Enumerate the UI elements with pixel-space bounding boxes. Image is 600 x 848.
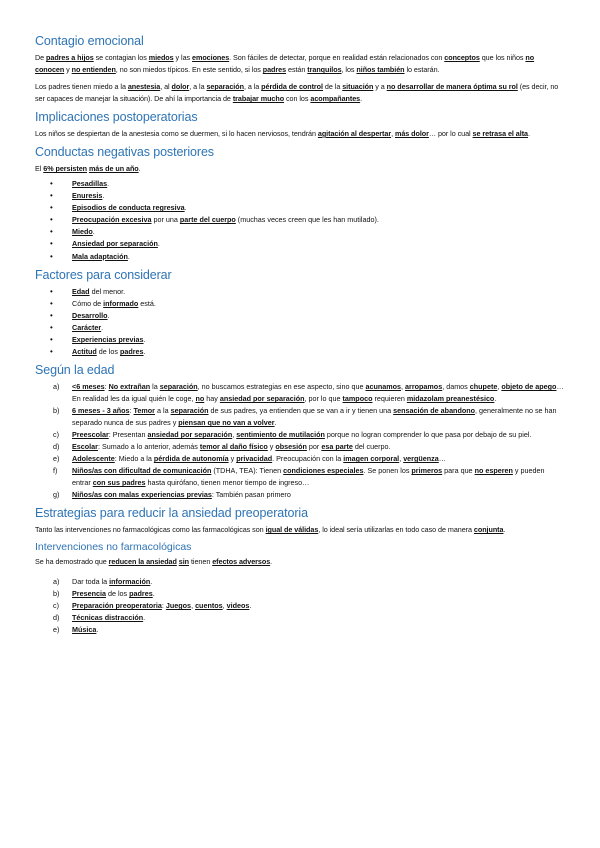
list-item	[35, 429, 565, 441]
text-run: Los padres tienen miedo a la	[35, 82, 128, 91]
text-run: .	[127, 251, 130, 261]
text-run: : Sumado a lo anterior, además	[97, 442, 200, 452]
document-page	[35, 34, 565, 641]
text-run: hasta quirófano, tienen menor tiempo de ingreso…	[145, 478, 310, 488]
text-run: ,	[399, 454, 404, 464]
text-run: Tanto las intervenciones no farmacológicas como las farmacológicas son	[35, 525, 266, 535]
emphasis-text: Presencia	[72, 589, 106, 599]
emphasis-text: piensan que no van a volver	[178, 418, 275, 428]
list-item	[35, 310, 565, 322]
list-item	[35, 251, 565, 263]
text-run: , a la	[189, 82, 207, 91]
paragraph	[35, 81, 565, 105]
section-contagio-emocional	[35, 34, 565, 105]
text-run: .	[274, 418, 277, 428]
emphasis-text: trabajar mucho	[232, 94, 285, 103]
emphasis-text: situación	[342, 82, 374, 91]
text-run: , al	[160, 82, 172, 91]
emphasis-text: 6 meses - 3 años	[72, 406, 130, 416]
emphasis-text: agitación al despertar	[317, 129, 392, 138]
text-run: .	[101, 322, 104, 332]
text-run: .	[270, 557, 273, 567]
emphasis-text: imagen corporal	[343, 454, 400, 464]
emphasis-text: no entienden	[71, 65, 116, 74]
list-item	[35, 238, 565, 250]
text-run: , no son miedos típicos. En este sentido, si los	[115, 65, 263, 74]
emphasis-text: Desarrollo	[72, 310, 108, 320]
list-marker: f)	[53, 466, 58, 476]
emphasis-text: chupete	[469, 382, 498, 392]
emphasis-text: Episodios de conducta regresiva	[72, 203, 185, 213]
text-run: lo estarán.	[404, 65, 440, 74]
list-item	[35, 202, 565, 214]
emphasis-text: ansiedad por separación	[219, 394, 305, 404]
heading-conductas-negativas: Conductas negativas posteriores	[35, 145, 214, 159]
text-run: por una	[151, 215, 180, 225]
text-run: porque no logran comprender lo que pasa por debajo de su piel.	[324, 430, 532, 440]
emphasis-text: se retrasa el alta	[472, 129, 528, 138]
text-run: está.	[138, 298, 156, 308]
emphasis-text: padres	[129, 589, 153, 599]
emphasis-text: conceptos	[444, 53, 480, 62]
list-marker: e)	[53, 454, 60, 464]
list-item	[35, 334, 565, 346]
text-run: que los niños	[479, 53, 526, 62]
list-item	[35, 286, 565, 298]
emphasis-text: Escolar	[72, 442, 98, 452]
text-run: .	[528, 129, 530, 138]
text-run: de los	[96, 347, 120, 357]
emphasis-text: niños también	[356, 65, 405, 74]
text-run: : También pasan primero	[211, 490, 291, 500]
list-item	[35, 588, 565, 600]
text-run: y	[64, 65, 72, 74]
text-run: , generalmente no se han separado nunca de sus padres y	[72, 406, 557, 428]
paragraph	[35, 128, 565, 140]
section-implicaciones-postoperatorias	[35, 110, 565, 140]
heading-segun-la-edad: Según la edad	[35, 363, 115, 378]
emphasis-text: privacidad	[236, 454, 273, 464]
emphasis-text: <6 meses	[72, 382, 105, 392]
emphasis-text: Técnicas distracción	[72, 613, 144, 623]
list-item	[35, 624, 565, 636]
text-run: .	[138, 164, 141, 173]
text-run: (es decir, no ser capaces de manejar la situación). De ahí la importancia de	[35, 82, 559, 103]
emphasis-text: objeto de apego	[501, 382, 557, 392]
emphasis-text: no desarrollar de manera óptima su rol	[386, 82, 518, 91]
emphasis-text: tampoco	[342, 394, 373, 404]
text-run: y pueden entrar	[72, 466, 545, 488]
bullet-list	[35, 286, 565, 359]
emphasis-text: Juegos	[165, 601, 192, 611]
paragraph	[35, 52, 565, 76]
text-run: ,	[222, 601, 227, 611]
emphasis-text: no conocen	[35, 53, 535, 74]
text-run: ,	[232, 430, 237, 440]
text-run: por	[306, 442, 322, 452]
emphasis-text: Adolescente	[72, 454, 115, 464]
emphasis-text: Preocupación excesiva	[72, 215, 152, 225]
list-marker: a)	[53, 577, 60, 587]
emphasis-text: tranquilos	[307, 65, 342, 74]
emphasis-text: Mala adaptación	[72, 251, 128, 261]
paragraph	[35, 163, 565, 175]
heading-contagio-emocional: Contagio emocional	[35, 34, 144, 48]
text-run: : Miedo a la	[114, 454, 154, 464]
text-run: a la	[154, 406, 171, 416]
emphasis-text: Experiencias previas	[72, 335, 144, 345]
text-run: con los	[284, 94, 311, 103]
text-run: . Se ponen los	[363, 466, 412, 476]
text-run: (muchas veces creen que les han mutilado).	[235, 215, 379, 225]
text-run: y	[228, 454, 237, 464]
text-run: y a	[373, 82, 387, 91]
text-run: Los niños se despiertan de la anestesia como se duermen, si lo hacen nerviosos, tendrán	[35, 129, 318, 138]
list-item	[35, 190, 565, 202]
emphasis-text: primeros	[411, 466, 443, 476]
emphasis-text: temor al daño físico	[199, 442, 268, 452]
text-run: :	[161, 601, 166, 611]
text-run: (TDHA, TEA): Tienen	[211, 466, 284, 476]
text-run: …	[438, 454, 446, 464]
list-item	[35, 381, 565, 405]
text-run: El	[35, 164, 44, 173]
heading-factores: Factores para considerar	[35, 267, 172, 282]
emphasis-text: reducen la ansiedad	[108, 557, 177, 567]
emphasis-text: Edad	[72, 286, 90, 296]
text-run: .	[96, 625, 99, 635]
text-run: … por lo cual	[428, 129, 473, 138]
emphasis-text: información	[109, 577, 151, 587]
text-run: , lo ideal sería utilizarlas en todo caso de manera	[318, 525, 474, 535]
emphasis-text: padres	[262, 65, 287, 74]
text-run: para que	[442, 466, 475, 476]
emphasis-text: Actitud	[72, 347, 97, 357]
text-run: del cuerpo.	[352, 442, 391, 452]
emphasis-text: miedos	[148, 53, 174, 62]
list-item	[35, 405, 565, 429]
emphasis-text: conjunta	[473, 525, 504, 535]
list-item	[35, 322, 565, 334]
emphasis-text: igual de válidas	[265, 525, 319, 535]
emphasis-text: Preescolar	[72, 430, 109, 440]
section-estrategias	[35, 506, 565, 636]
emphasis-text: Preparación preoperatoria	[72, 601, 162, 611]
emphasis-text: separación	[170, 406, 209, 416]
text-run: . Son fáciles de detectar, porque en realidad están relacionados con	[229, 53, 445, 62]
emphasis-text: padres	[119, 347, 144, 357]
section-segun-la-edad	[35, 363, 565, 501]
text-run: y las	[173, 53, 193, 62]
section-factores	[35, 268, 565, 359]
list-marker: e)	[53, 625, 60, 635]
text-run: : Presentan	[108, 430, 148, 440]
list-marker: d)	[53, 442, 60, 452]
text-run: requieren	[372, 394, 407, 404]
text-run: .	[102, 191, 105, 201]
text-run: Cómo de	[72, 298, 104, 308]
text-run: .	[152, 589, 155, 599]
text-run: están	[286, 65, 308, 74]
text-run: :	[129, 406, 134, 416]
text-run: De	[35, 53, 47, 62]
text-run: y	[267, 442, 276, 452]
text-run: . Preocupación con la	[272, 454, 344, 464]
emphasis-text: dolor	[171, 82, 190, 91]
text-run: , damos	[442, 382, 470, 392]
emphasis-text: más de un año	[88, 164, 139, 173]
list-marker: g)	[53, 490, 60, 500]
emphasis-text: Miedo	[72, 227, 93, 237]
paragraph	[35, 524, 565, 536]
text-run: Dar toda la	[72, 577, 110, 587]
text-run: ,	[401, 382, 406, 392]
emphasis-text: esa parte	[321, 442, 353, 452]
text-run: ,	[391, 129, 395, 138]
text-run: :	[104, 382, 109, 392]
emphasis-text: Carácter	[72, 322, 102, 332]
text-run: .	[360, 94, 363, 103]
text-run: hay	[204, 394, 220, 404]
emphasis-text: no	[195, 394, 205, 404]
list-item	[35, 612, 565, 624]
emphasis-text: Música	[72, 625, 97, 635]
emphasis-text: sentimiento de mutilación	[236, 430, 325, 440]
list-marker: c)	[53, 430, 59, 440]
list-marker: d)	[53, 613, 60, 623]
emphasis-text: No extrañan	[108, 382, 151, 392]
text-run: .	[184, 203, 187, 213]
list-item	[35, 600, 565, 612]
emphasis-text: vergüenza	[403, 454, 439, 464]
subheading-intervenciones: Intervenciones no farmacológicas	[35, 541, 192, 554]
emphasis-text: padres a hijos	[46, 53, 94, 62]
emphasis-text: cuentos	[195, 601, 223, 611]
list-item	[35, 346, 565, 358]
text-run: .	[107, 179, 110, 188]
list-marker: c)	[53, 601, 59, 611]
list-item	[35, 453, 565, 465]
text-run: … En realidad les da igual quién le coge,	[72, 382, 564, 404]
emphasis-text: efectos adversos	[212, 557, 271, 567]
emphasis-text: Ansiedad por separación	[72, 239, 158, 249]
emphasis-text: acunamos	[365, 382, 402, 392]
emphasis-text: parte del cuerpo	[179, 215, 236, 225]
text-run: .	[107, 310, 110, 320]
list-item	[35, 489, 565, 501]
emphasis-text: pérdida de autonomía	[153, 454, 229, 464]
section-conductas-negativas	[35, 145, 565, 263]
emphasis-text: acompañantes	[310, 94, 361, 103]
heading-implicaciones-postoperatorias: Implicaciones postoperatorias	[35, 110, 198, 124]
text-run: ,	[497, 382, 502, 392]
emphasis-text: Niños/as con dificultad de comunicación	[72, 466, 212, 476]
emphasis-text: más dolor	[394, 129, 429, 138]
text-run: se contagian los	[93, 53, 149, 62]
paragraph	[35, 556, 565, 568]
list-item	[35, 178, 565, 190]
emphasis-text: midazolam preanestésico	[406, 394, 495, 404]
text-run: Se ha demostrado que	[35, 557, 109, 567]
text-run: , no buscamos estrategias en ese aspecto, sino que	[197, 382, 366, 392]
text-run: .	[143, 335, 146, 345]
text-run: , los	[341, 65, 357, 74]
text-run: la	[150, 382, 160, 392]
text-run: de sus padres, ya entienden que se van a ir y tienen una	[208, 406, 394, 416]
text-run: , por lo que	[304, 394, 343, 404]
text-run: ,	[191, 601, 196, 611]
text-run: .	[143, 613, 146, 623]
emphasis-text: ansiedad por separación	[147, 430, 233, 440]
lettered-list	[35, 381, 565, 501]
text-run: , a la	[243, 82, 262, 91]
list-item	[35, 576, 565, 588]
emphasis-text: sin	[178, 557, 190, 567]
lettered-list	[35, 576, 565, 636]
emphasis-text: anestesia	[127, 82, 161, 91]
emphasis-text: separación	[159, 382, 198, 392]
list-item	[35, 298, 565, 310]
emphasis-text: condiciones especiales	[283, 466, 364, 476]
emphasis-text: videos	[226, 601, 250, 611]
emphasis-text: emociones	[192, 53, 230, 62]
list-item	[35, 441, 565, 453]
emphasis-text: Niños/as con malas experiencias previas	[72, 490, 212, 500]
emphasis-text: obsesión	[275, 442, 307, 452]
text-run: .	[143, 347, 146, 357]
emphasis-text: pérdida de control	[261, 82, 323, 91]
emphasis-text: Temor	[133, 406, 155, 416]
list-marker: a)	[53, 382, 60, 392]
emphasis-text: Enuresis	[72, 191, 103, 201]
text-run: tienen	[189, 557, 213, 567]
text-run: .	[494, 394, 497, 404]
emphasis-text: arropamos	[405, 382, 443, 392]
text-run: de la	[322, 82, 343, 91]
list-marker: b)	[53, 406, 60, 416]
emphasis-text: con sus padres	[92, 478, 146, 488]
text-run: .	[157, 239, 160, 249]
emphasis-text: sensación de abandono	[393, 406, 476, 416]
text-run: del menor.	[89, 286, 126, 296]
list-item	[35, 465, 565, 489]
emphasis-text: informado	[103, 298, 139, 308]
text-run: .	[150, 577, 153, 587]
list-item	[35, 214, 565, 226]
bullet-list	[35, 178, 565, 263]
text-run: de los	[105, 589, 130, 599]
text-run: .	[92, 227, 95, 237]
text-run: .	[249, 601, 252, 611]
emphasis-text: 6% persisten	[43, 164, 87, 173]
text-run: .	[503, 525, 506, 535]
emphasis-text: no esperen	[474, 466, 513, 476]
list-marker: b)	[53, 589, 60, 599]
heading-estrategias: Estrategias para reducir la ansiedad preoperatoria	[35, 506, 308, 521]
list-item	[35, 226, 565, 238]
emphasis-text: separación	[206, 82, 244, 91]
emphasis-text: Pesadillas	[72, 179, 108, 188]
